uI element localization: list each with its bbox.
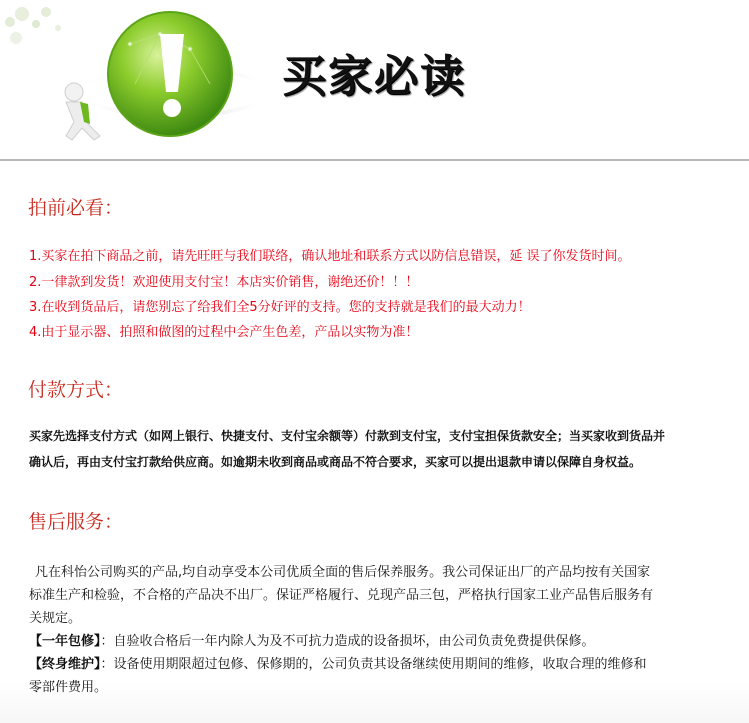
section-title-before-buy: 拍前必看： — [28, 197, 124, 219]
after-sales-text — [29, 561, 729, 699]
exclamation-globe-icon — [60, 4, 270, 154]
warranty-text: ：自验收合格后一年内除人为及不可抗力造成的设备损坏，由公司负责免费提供保修。 — [100, 634, 595, 649]
header-banner — [0, 0, 749, 160]
notice-item-2: 2.一律款到发货！欢迎使用支付宝！本店实价销售，谢绝还价！！！ — [29, 275, 419, 290]
page-title: 买家必读 — [282, 51, 466, 102]
lifetime-label: 【终身维护】 — [29, 657, 101, 672]
notice-item-3: 3.在收到货品后，请您别忘了给我们全5分好评的支持。您的支持就是我们的最大动力！ — [29, 300, 531, 315]
content-area — [0, 161, 749, 723]
payment-text-line-1: 买家先选择支付方式（如网上银行、快捷支付、支付宝余额等）付款到支付宝，支付宝担保货款安全；当买家收到货品并 — [29, 429, 666, 443]
lifetime-text-line-2: 零部件费用。 — [29, 680, 108, 695]
figure-icon — [65, 83, 100, 140]
after-sales-intro-line-2: 标准生产和检验，不合格的产品决不出厂。保证严格履行、兑现产品三包，严格执行国家工业产品售后服务有 — [29, 588, 654, 603]
section-title-after-sales: 售后服务： — [28, 511, 124, 533]
lifetime-text-line-1: ：设备使用期限超过包修、保修期的，公司负责其设备继续使用期间的维修，收取合理的维修和 — [100, 657, 647, 672]
warranty-label: 【一年包修】 — [29, 634, 101, 649]
after-sales-intro-line-1: 凡在科怡公司购买的产品,均自动享受本公司优质全面的售后保养服务。我公司保证出厂的产品均按有关国家 — [35, 565, 651, 580]
payment-text-line-2: 确认后，再由支付宝打款给供应商。如逾期未收到商品或商品不符合要求，买家可以提出退款申请以保障自身权益。 — [29, 455, 642, 469]
warranty-line — [29, 630, 729, 653]
section-title-payment: 付款方式： — [28, 379, 124, 401]
notice-item-4: 4.由于显示器、拍照和做图的过程中会产生色差，产品以实物为准！ — [29, 325, 419, 340]
notice-item-1: 1.买家在拍下商品之前，请先旺旺与我们联络，确认地址和联系方式以防信息错误，延 误了你发货时间。 — [29, 249, 631, 264]
lifetime-line — [29, 653, 729, 676]
after-sales-intro-line-3: 关规定。 — [29, 611, 82, 626]
payment-text — [29, 423, 741, 475]
